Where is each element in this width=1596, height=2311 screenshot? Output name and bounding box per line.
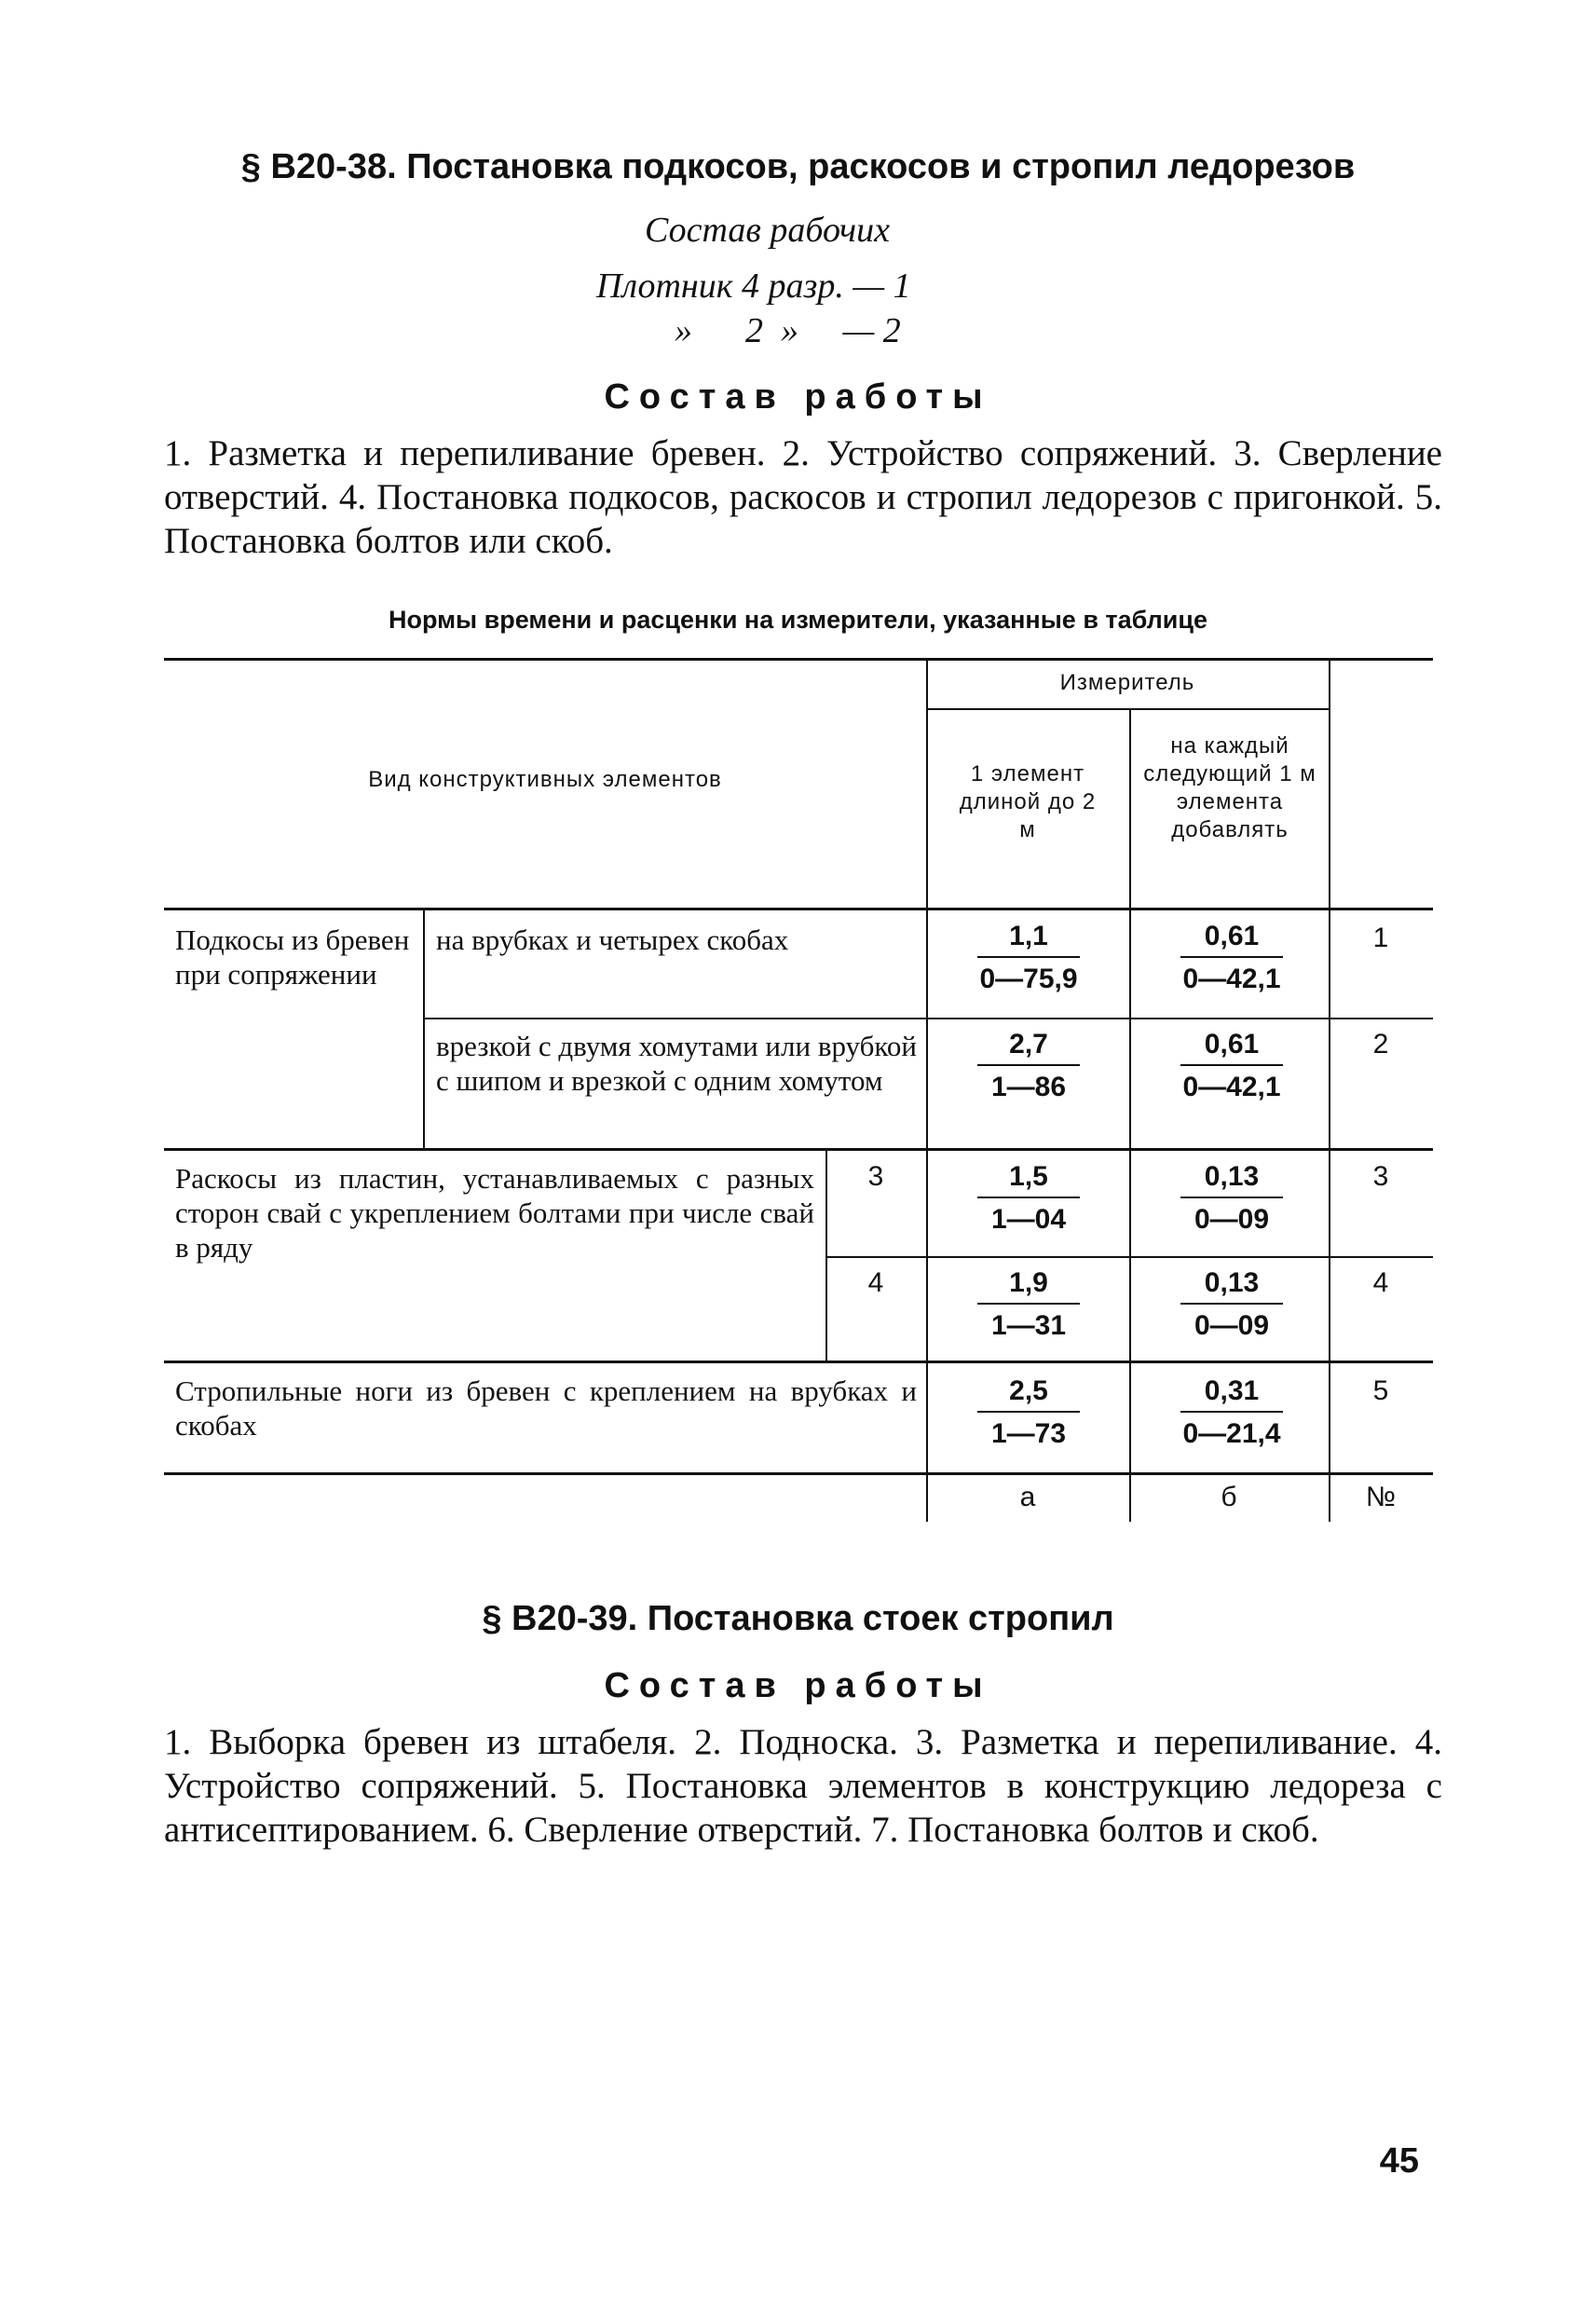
work-text-2: 1. Выборка бревен из штабеля. 2. Подноска. 3. Разметка и перепиливание. 4. Устройство сопряжений. 5. Постановка элементов в конструкцию ледореза с антисептированием. 6. Сверление отверстий. 7. Постановка болтов и скоб. [164, 1722, 1442, 1850]
row-3-a-rate: 1—04 [990, 1204, 1067, 1235]
group-label-2: Раскосы из пластин, устанавливаемых с разных сторон свай с укреплением болтами при числе свай в ряду [175, 1162, 814, 1264]
footer-col-no: № [1365, 1482, 1397, 1512]
row-3-number: 3 [1372, 1161, 1389, 1192]
measure-rule [926, 708, 1329, 710]
row-4-norm-b [1129, 1267, 1334, 1342]
row-4-b-time: 0,13 [1204, 1267, 1260, 1298]
footer-col-b: б [1221, 1482, 1237, 1512]
work-heading-2: Состав работы [604, 1666, 992, 1705]
crew-heading: Состав рабочих [645, 211, 890, 250]
section-title-b20-39: § В20-39. Постановка стоек стропил [482, 1599, 1114, 1638]
subcol-rule-2 [825, 1148, 827, 1361]
row-5-b-time: 0,31 [1204, 1375, 1260, 1406]
header-measure: Измеритель [1059, 670, 1195, 695]
row-1-a-rate: 0—75,9 [979, 964, 1078, 994]
row-1-b-rate: 0—42,1 [1182, 964, 1281, 994]
row-5-a-rate: 1—73 [990, 1418, 1067, 1449]
row-3-norm-a [926, 1161, 1131, 1236]
table-caption: Нормы времени и расценки на измерители, указанные в таблице [388, 606, 1208, 634]
row-1-number: 1 [1372, 923, 1389, 953]
row-5-b-rate: 0—21,4 [1182, 1418, 1281, 1449]
row-5-norm-b [1129, 1375, 1334, 1450]
row-1-a-time: 1,1 [1009, 921, 1048, 951]
row-1-norm-b [1129, 921, 1334, 995]
row-4-number: 4 [1372, 1267, 1389, 1298]
row-2-number: 2 [1372, 1029, 1389, 1060]
row-2-b-time: 0,61 [1204, 1029, 1260, 1060]
footer-col-a: а [1019, 1482, 1036, 1512]
row-3-b-rate: 0—09 [1194, 1204, 1270, 1235]
group-label-1: Подкосы из бревен при сопряжении [175, 923, 410, 991]
row-rule-1 [423, 1018, 1433, 1019]
work-text-1: 1. Разметка и перепиливание бревен. 2. Устройство сопряжений. 3. Сверление отверстий. 4. Постановка подкосов, раскосов и стропил ледорезов с пригонкой. 5. Постановка болтов или скоб. [164, 433, 1442, 561]
row-2-b-rate: 0—42,1 [1182, 1072, 1281, 1102]
crew-line-1: Плотник 4 разр. — 1 [596, 267, 911, 306]
row-3-b-time: 0,13 [1204, 1161, 1260, 1192]
subcol-rule-1 [423, 908, 425, 1148]
table-top-rule [164, 658, 1433, 661]
header-bottom-rule [164, 908, 1433, 910]
header-element-type: Вид конструктивных элементов [368, 767, 722, 792]
row-5-a-time: 2,5 [1009, 1375, 1048, 1406]
row-1-b-time: 0,61 [1204, 921, 1260, 951]
header-col-a: 1 элемент длиной до 2 м [959, 761, 1097, 842]
row-2-norm-b [1129, 1029, 1334, 1103]
row-1-norm-a [926, 921, 1131, 995]
row-label-4: 4 [867, 1267, 884, 1298]
table-bottom-rule [164, 1472, 1433, 1475]
row-4-b-rate: 0—09 [1194, 1310, 1270, 1341]
row-label-1: на врубках и четырех скобах [436, 923, 789, 956]
row-2-a-time: 2,7 [1009, 1029, 1048, 1060]
row-4-a-rate: 1—31 [990, 1310, 1067, 1341]
row-label-3: 3 [867, 1161, 884, 1192]
row-4-a-time: 1,9 [1009, 1267, 1048, 1298]
work-heading-1: Состав работы [604, 377, 992, 417]
row-3-norm-b [1129, 1161, 1334, 1236]
header-col-b: на каждый следующий 1 м элемента добавлять [1143, 733, 1316, 842]
row-2-norm-a [926, 1029, 1131, 1103]
row-5-number: 5 [1372, 1375, 1389, 1406]
row-rule-2 [164, 1148, 1433, 1151]
row-rule-4 [164, 1361, 1433, 1363]
row-2-a-rate: 1—86 [990, 1072, 1067, 1102]
crew-line-2: » 2 » — 2 [675, 311, 901, 350]
row-label-2: врезкой с двумя хомутами или врубкой с шипом и врезкой с одним хомутом [436, 1030, 917, 1097]
row-5-norm-a [926, 1375, 1131, 1450]
page-number: 45 [1379, 2141, 1419, 2181]
row-4-norm-a [926, 1267, 1131, 1342]
section-title-b20-38: § В20-38. Постановка подкосов, раскосов и стропил ледорезов [240, 147, 1356, 186]
group-label-3: Стропильные ноги из бревен с креплением на врубках и скобах [175, 1374, 917, 1442]
row-3-a-time: 1,5 [1009, 1161, 1048, 1192]
